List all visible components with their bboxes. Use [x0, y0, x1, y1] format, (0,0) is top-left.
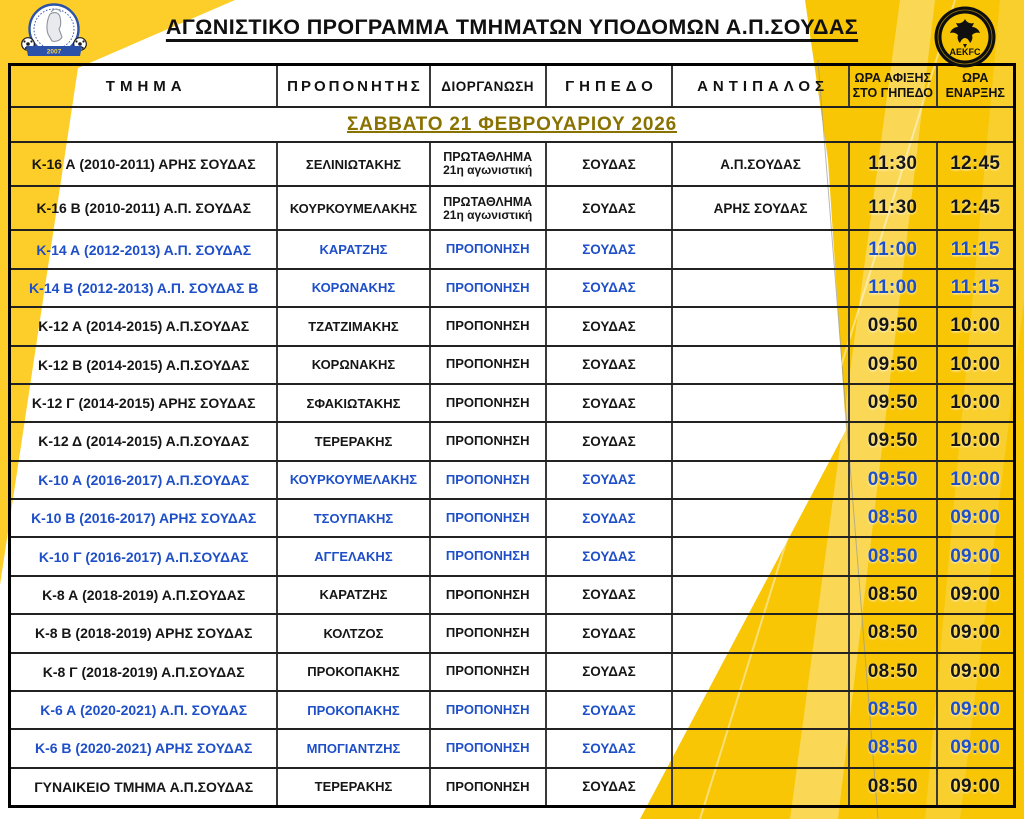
table-row — [11, 536, 1013, 574]
aek-logo — [932, 4, 998, 70]
cell-opponent — [671, 769, 848, 805]
cell-competition: ΠΡΟΠΟΝΗΣΗ — [429, 347, 545, 383]
cell-venue: ΣΟΥΔΑΣ — [545, 385, 671, 421]
founding-year: 2007 — [46, 48, 62, 56]
page-title: ΑΓΩΝΙΣΤΙΚΟ ΠΡΟΓΡΑΜΜΑ ΤΜΗΜΑΤΩΝ ΥΠΟΔΟΜΩΝ Α.Π.ΣΟΥΔΑΣ — [165, 15, 859, 39]
header-coach: ΠΡΟΠΟΝΗΤΗΣ — [276, 66, 428, 106]
cell-opponent — [671, 615, 848, 651]
cell-opponent — [671, 308, 848, 344]
cell-coach: ΠΡΟΚΟΠΑΚΗΣ — [276, 654, 428, 690]
cell-venue: ΣΟΥΔΑΣ — [545, 270, 671, 306]
cell-venue: ΣΟΥΔΑΣ — [545, 730, 671, 766]
header-venue: ΓΗΠΕΔΟ — [545, 66, 671, 106]
cell-start-time: 09:00 — [936, 769, 1013, 805]
cell-competition: ΠΡΟΠΟΝΗΣΗ — [429, 654, 545, 690]
cell-coach: ΚΟΛΤΖΟΣ — [276, 615, 428, 651]
table-row — [11, 690, 1013, 728]
cell-arrival-time: 09:50 — [848, 385, 935, 421]
cell-opponent — [671, 270, 848, 306]
cell-start-time: 11:15 — [936, 270, 1013, 306]
cell-team: ΓΥΝΑΙΚΕΙΟ ΤΜΗΜΑ Α.Π.ΣΟΥΔΑΣ — [34, 778, 254, 795]
cell-coach: ΣΦΑΚΙΩΤΑΚΗΣ — [276, 385, 428, 421]
cell-coach: ΚΟΥΡΚΟΥΜΕΛΑΚΗΣ — [276, 187, 428, 229]
table-row — [11, 652, 1013, 690]
cell-competition: ΠΡΟΠΟΝΗΣΗ — [429, 730, 545, 766]
cell-competition: ΠΡΟΠΟΝΗΣΗ — [429, 270, 545, 306]
cell-competition: ΠΡΟΠΟΝΗΣΗ — [429, 500, 545, 536]
cell-arrival-time: 08:50 — [848, 730, 935, 766]
cell-team: Κ-10 Α (2016-2017) Α.Π.ΣΟΥΔΑΣ — [38, 471, 250, 488]
cell-start-time: 10:00 — [936, 347, 1013, 383]
cell-arrival-time: 08:50 — [848, 615, 935, 651]
cell-opponent — [671, 730, 848, 766]
cell-coach: ΤΖΑΤΖΙΜΑΚΗΣ — [276, 308, 428, 344]
cell-venue: ΣΟΥΔΑΣ — [545, 500, 671, 536]
cell-opponent — [671, 231, 848, 267]
cell-venue: ΣΟΥΔΑΣ — [545, 615, 671, 651]
cell-opponent — [671, 347, 848, 383]
cell-arrival-time: 11:00 — [848, 270, 935, 306]
cell-competition: ΠΡΟΠΟΝΗΣΗ — [429, 538, 545, 574]
aek-wordmark: AEKFC — [949, 47, 981, 57]
cell-team: Κ-8 Γ (2018-2019) Α.Π.ΣΟΥΔΑΣ — [42, 663, 245, 680]
table-header-row — [11, 66, 1013, 106]
cell-start-time: 10:00 — [936, 423, 1013, 459]
cell-venue: ΣΟΥΔΑΣ — [545, 143, 671, 185]
cell-competition: ΠΡΟΠΟΝΗΣΗ — [429, 385, 545, 421]
table-row — [11, 141, 1013, 185]
cell-opponent — [671, 654, 848, 690]
cell-arrival-time: 11:00 — [848, 231, 935, 267]
cell-coach: ΣΕΛΙΝΙΩΤΑΚΗΣ — [276, 143, 428, 185]
cell-competition: ΠΡΟΠΟΝΗΣΗ — [429, 769, 545, 805]
table-row — [11, 767, 1013, 805]
table-row — [11, 345, 1013, 383]
cell-competition: ΠΡΟΠΟΝΗΣΗ — [429, 462, 545, 498]
cell-coach: ΤΕΡΕΡΑΚΗΣ — [276, 769, 428, 805]
cell-coach: ΤΣΟΥΠΑΚΗΣ — [276, 500, 428, 536]
cell-venue: ΣΟΥΔΑΣ — [545, 308, 671, 344]
cell-venue: ΣΟΥΔΑΣ — [545, 577, 671, 613]
cell-start-time: 09:00 — [936, 615, 1013, 651]
cell-coach: ΚΟΡΩΝΑΚΗΣ — [276, 347, 428, 383]
cell-start-time: 09:00 — [936, 730, 1013, 766]
cell-start-time: 09:00 — [936, 692, 1013, 728]
schedule-table — [8, 63, 1016, 808]
cell-team: Κ-14 Α (2012-2013) Α.Π. ΣΟΥΔΑΣ — [36, 241, 252, 258]
cell-team: Κ-12 Α (2014-2015) Α.Π.ΣΟΥΔΑΣ — [38, 318, 250, 335]
cell-coach: ΠΡΟΚΟΠΑΚΗΣ — [276, 692, 428, 728]
cell-start-time: 12:45 — [936, 187, 1013, 229]
header-arrival-time: ΩΡΑ ΑΦΙΞΗΣ ΣΤΟ ΓΗΠΕΔΟ — [848, 66, 935, 106]
cell-team: Κ-8 Β (2018-2019) ΑΡΗΣ ΣΟΥΔΑΣ — [34, 625, 253, 642]
cell-coach: ΚΑΡΑΤΖΗΣ — [276, 577, 428, 613]
cell-competition: ΠΡΩΤΑΘΛΗΜΑ 21η αγωνιστική — [429, 143, 545, 185]
cell-arrival-time: 08:50 — [848, 692, 935, 728]
cell-team: Κ-6 Α (2020-2021) Α.Π. ΣΟΥΔΑΣ — [40, 702, 248, 719]
cell-venue: ΣΟΥΔΑΣ — [545, 187, 671, 229]
cell-venue: ΣΟΥΔΑΣ — [545, 538, 671, 574]
cell-start-time: 09:00 — [936, 538, 1013, 574]
header-opponent: ΑΝΤΙΠΑΛΟΣ — [671, 66, 848, 106]
cell-start-time: 12:45 — [936, 143, 1013, 185]
cell-competition: ΠΡΟΠΟΝΗΣΗ — [429, 231, 545, 267]
cell-start-time: 09:00 — [936, 654, 1013, 690]
header-team: ΤΜΗΜΑ — [105, 77, 187, 95]
cell-team: Κ-16 Β (2010-2011) Α.Π. ΣΟΥΔΑΣ — [36, 200, 251, 217]
cell-venue: ΣΟΥΔΑΣ — [545, 231, 671, 267]
header-competition: ΔΙΟΡΓΑΝΩΣΗ — [429, 66, 545, 106]
cell-competition: ΠΡΟΠΟΝΗΣΗ — [429, 577, 545, 613]
warrior-figure — [47, 13, 62, 42]
cell-coach: ΚΟΡΩΝΑΚΗΣ — [276, 270, 428, 306]
cell-opponent — [671, 423, 848, 459]
table-body — [11, 141, 1013, 805]
table-row — [11, 575, 1013, 613]
cell-start-time: 09:00 — [936, 577, 1013, 613]
cell-team: Κ-12 Β (2014-2015) Α.Π.ΣΟΥΔΑΣ — [38, 356, 250, 373]
table-row — [11, 306, 1013, 344]
table-row — [11, 383, 1013, 421]
cell-start-time: 09:00 — [936, 500, 1013, 536]
table-row — [11, 613, 1013, 651]
cell-arrival-time: 09:50 — [848, 462, 935, 498]
cell-arrival-time: 09:50 — [848, 347, 935, 383]
cell-coach: ΚΑΡΑΤΖΗΣ — [276, 231, 428, 267]
cell-opponent: ΑΡΗΣ ΣΟΥΔΑΣ — [671, 187, 848, 229]
cell-arrival-time: 08:50 — [848, 769, 935, 805]
cell-opponent — [671, 462, 848, 498]
cell-coach: ΚΟΥΡΚΟΥΜΕΛΑΚΗΣ — [276, 462, 428, 498]
cell-arrival-time: 09:50 — [848, 423, 935, 459]
cell-coach: ΤΕΡΕΡΑΚΗΣ — [276, 423, 428, 459]
cell-opponent — [671, 692, 848, 728]
table-row — [11, 185, 1013, 229]
cell-arrival-time: 08:50 — [848, 577, 935, 613]
cell-arrival-time: 08:50 — [848, 500, 935, 536]
cell-arrival-time: 09:50 — [848, 308, 935, 344]
cell-competition: ΠΡΟΠΟΝΗΣΗ — [429, 692, 545, 728]
cell-competition: ΠΡΟΠΟΝΗΣΗ — [429, 308, 545, 344]
table-row — [11, 728, 1013, 766]
cell-opponent — [671, 577, 848, 613]
cell-team: Κ-10 Β (2016-2017) ΑΡΗΣ ΣΟΥΔΑΣ — [31, 510, 257, 527]
cell-team: Κ-12 Δ (2014-2015) Α.Π.ΣΟΥΔΑΣ — [38, 433, 250, 450]
cell-opponent: Α.Π.ΣΟΥΔΑΣ — [671, 143, 848, 185]
cell-venue: ΣΟΥΔΑΣ — [545, 423, 671, 459]
cell-start-time: 11:15 — [936, 231, 1013, 267]
cell-venue: ΣΟΥΔΑΣ — [545, 347, 671, 383]
cell-venue: ΣΟΥΔΑΣ — [545, 462, 671, 498]
cell-coach: ΜΠΟΓΙΑΝΤΖΗΣ — [276, 730, 428, 766]
table-row — [11, 498, 1013, 536]
table-row — [11, 460, 1013, 498]
table-row — [11, 421, 1013, 459]
cell-team: Κ-12 Γ (2014-2015) ΑΡΗΣ ΣΟΥΔΑΣ — [31, 395, 256, 412]
cell-venue: ΣΟΥΔΑΣ — [545, 769, 671, 805]
cell-arrival-time: 11:30 — [848, 143, 935, 185]
cell-team: Κ-6 Β (2020-2021) ΑΡΗΣ ΣΟΥΔΑΣ — [34, 740, 253, 757]
cell-venue: ΣΟΥΔΑΣ — [545, 692, 671, 728]
header-start-time: ΩΡΑ ΕΝΑΡΞΗΣ — [936, 66, 1013, 106]
cell-team: Κ-10 Γ (2016-2017) Α.Π.ΣΟΥΔΑΣ — [38, 548, 249, 565]
cell-opponent — [671, 500, 848, 536]
cell-team: Κ-8 Α (2018-2019) Α.Π.ΣΟΥΔΑΣ — [42, 586, 246, 603]
cell-opponent — [671, 385, 848, 421]
cell-start-time: 10:00 — [936, 462, 1013, 498]
cell-team: Κ-14 Β (2012-2013) Α.Π. ΣΟΥΔΑΣ Β — [29, 279, 259, 296]
cell-coach: ΑΓΓΕΛΑΚΗΣ — [276, 538, 428, 574]
cell-arrival-time: 11:30 — [848, 187, 935, 229]
cell-arrival-time: 08:50 — [848, 654, 935, 690]
cell-competition: ΠΡΩΤΑΘΛΗΜΑ 21η αγωνιστική — [429, 187, 545, 229]
table-row — [11, 229, 1013, 267]
cell-venue: ΣΟΥΔΑΣ — [545, 654, 671, 690]
aris-soudas-club-logo — [14, 2, 94, 64]
cell-opponent — [671, 538, 848, 574]
cell-competition: ΠΡΟΠΟΝΗΣΗ — [429, 423, 545, 459]
cell-start-time: 10:00 — [936, 308, 1013, 344]
cell-arrival-time: 08:50 — [848, 538, 935, 574]
cell-start-time: 10:00 — [936, 385, 1013, 421]
cell-competition: ΠΡΟΠΟΝΗΣΗ — [429, 615, 545, 651]
table-row — [11, 268, 1013, 306]
cell-team: Κ-16 Α (2010-2011) ΑΡΗΣ ΣΟΥΔΑΣ — [31, 156, 256, 173]
date-header: ΣΑΒΒΑΤΟ 21 ΦΕΒΡΟΥΑΡΙΟΥ 2026 — [11, 106, 1013, 141]
